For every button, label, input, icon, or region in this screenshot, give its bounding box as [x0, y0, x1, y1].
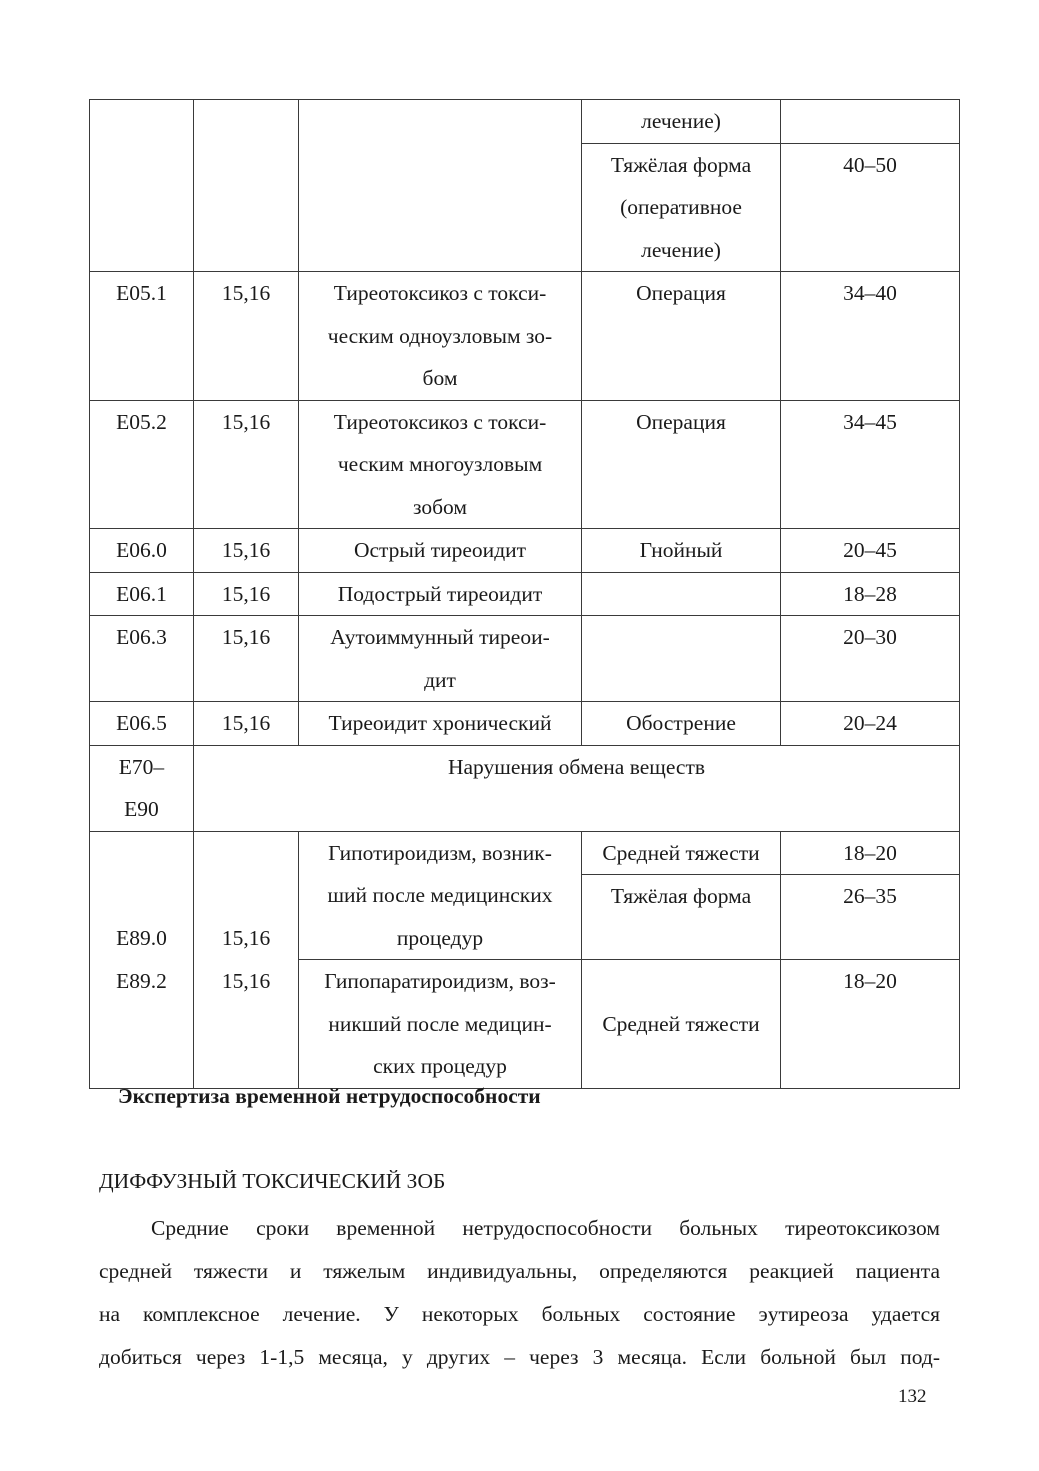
- code-cell: E05.1: [90, 272, 194, 401]
- days-cell: 40–50: [781, 143, 960, 272]
- form-cell: Тяжёлая форма: [582, 875, 781, 960]
- days-cell: 18–20: [781, 831, 960, 875]
- table-row: [90, 400, 960, 529]
- disability-terms-table: [89, 99, 960, 1089]
- code-cell: E06.3: [90, 616, 194, 702]
- table-row: [90, 616, 960, 702]
- days-cell: 20–24: [781, 702, 960, 746]
- disease-cell: [299, 616, 582, 702]
- disease-text: бом: [422, 366, 458, 390]
- disease-text: зобом: [412, 494, 467, 519]
- disease-text: ских процедур: [373, 1054, 507, 1078]
- disease-text: Гипопаратироидизм, воз-: [324, 969, 556, 993]
- table-row: [90, 100, 960, 144]
- table-row: [90, 831, 960, 875]
- form-cell: Операция: [582, 272, 781, 401]
- table-row: [90, 272, 960, 401]
- form-cell: Операция: [582, 400, 781, 529]
- body-paragraph: [99, 1207, 940, 1379]
- period-cell: 15,16: [194, 572, 299, 616]
- code-cell: [90, 831, 194, 1088]
- form-cell: [582, 572, 781, 616]
- disease-text: процедур: [396, 925, 484, 950]
- form-cell: Обострение: [582, 702, 781, 746]
- code-text: E89.2: [116, 968, 167, 993]
- form-text: Тяжёлая форма: [610, 152, 752, 177]
- days-cell: 20–45: [781, 529, 960, 573]
- days-cell: 20–30: [781, 616, 960, 702]
- days-cell: 18–28: [781, 572, 960, 616]
- paragraph-line: добиться через 1-1,5 месяца, у других – через 3 месяца. Если больной был под-: [99, 1345, 940, 1369]
- form-cell: [582, 143, 781, 272]
- disease-text: никший после медицин-: [328, 1011, 552, 1036]
- days-cell: 34–45: [781, 400, 960, 529]
- period-text: 15,16: [221, 968, 271, 993]
- form-text: лечение): [641, 109, 721, 133]
- section-caption: Экспертиза временной нетрудоспособности: [118, 1084, 541, 1108]
- disease-text: ческим одноузловым зо-: [327, 323, 553, 348]
- disease-cell: [299, 100, 582, 272]
- form-cell: Средней тяжести: [582, 831, 781, 875]
- group-code-text: E90: [124, 797, 159, 821]
- days-cell: [781, 100, 960, 144]
- disease-text: Гипотироидизм, возник-: [328, 840, 552, 865]
- code-cell: E06.5: [90, 702, 194, 746]
- disease-text: Тиреотоксикоз с токси-: [333, 409, 547, 434]
- form-cell: [582, 100, 781, 144]
- code-cell: E06.1: [90, 572, 194, 616]
- table-row: [90, 529, 960, 573]
- period-cell: [194, 100, 299, 272]
- disease-cell: [299, 831, 582, 960]
- form-cell: Средней тяжести: [582, 960, 781, 1089]
- disease-text: Тиреотоксикоз с токси-: [333, 281, 547, 305]
- period-cell: 15,16: [194, 616, 299, 702]
- table-row: [90, 702, 960, 746]
- code-text: E89.0: [116, 926, 167, 950]
- section-heading: ДИФФУЗНЫЙ ТОКСИЧЕСКИЙ ЗОБ: [99, 1169, 446, 1193]
- form-cell: Гнойный: [582, 529, 781, 573]
- disease-cell: [299, 960, 582, 1089]
- table-group-row: [90, 745, 960, 831]
- paragraph-line: на комплексное лечение. У некоторых больных состояние эутиреоза удается: [99, 1302, 940, 1326]
- form-cell: [582, 616, 781, 702]
- period-cell: 15,16: [194, 400, 299, 529]
- disease-text: Аутоиммунный тиреои-: [330, 625, 550, 649]
- disease-text: дит: [424, 667, 456, 692]
- period-cell: 15,16: [194, 529, 299, 573]
- days-cell: 26–35: [781, 875, 960, 960]
- code-cell: [90, 100, 194, 272]
- code-cell: E06.0: [90, 529, 194, 573]
- paragraph-line: средней тяжести и тяжелым индивидуальны, определяются реакцией пациента: [99, 1259, 940, 1283]
- code-cell: E05.2: [90, 400, 194, 529]
- form-text: лечение): [641, 237, 721, 262]
- disease-cell: [299, 400, 582, 529]
- disease-text: ший после медицинских: [327, 883, 553, 907]
- group-code-cell: [90, 745, 194, 831]
- page-number: 132: [898, 1386, 927, 1407]
- days-cell: 34–40: [781, 272, 960, 401]
- disease-text: ческим многоузловым: [337, 452, 543, 476]
- disease-cell: Острый тиреоидит: [299, 529, 582, 573]
- paragraph-line: Средние сроки временной нетрудоспособности больных тиреотоксикозом: [151, 1216, 940, 1240]
- form-text: (оперативное: [620, 195, 742, 219]
- period-cell: [194, 831, 299, 1088]
- disease-cell: Тиреоидит хронический: [299, 702, 582, 746]
- period-text: 15,16: [221, 926, 271, 950]
- group-code-text: E70–: [118, 754, 165, 779]
- disease-cell: [299, 272, 582, 401]
- disease-cell: Подострый тиреоидит: [299, 572, 582, 616]
- table-row: [90, 572, 960, 616]
- period-cell: 15,16: [194, 272, 299, 401]
- days-cell: 18–20: [781, 960, 960, 1089]
- group-title-cell: Нарушения обмена веществ: [194, 745, 960, 831]
- period-cell: 15,16: [194, 702, 299, 746]
